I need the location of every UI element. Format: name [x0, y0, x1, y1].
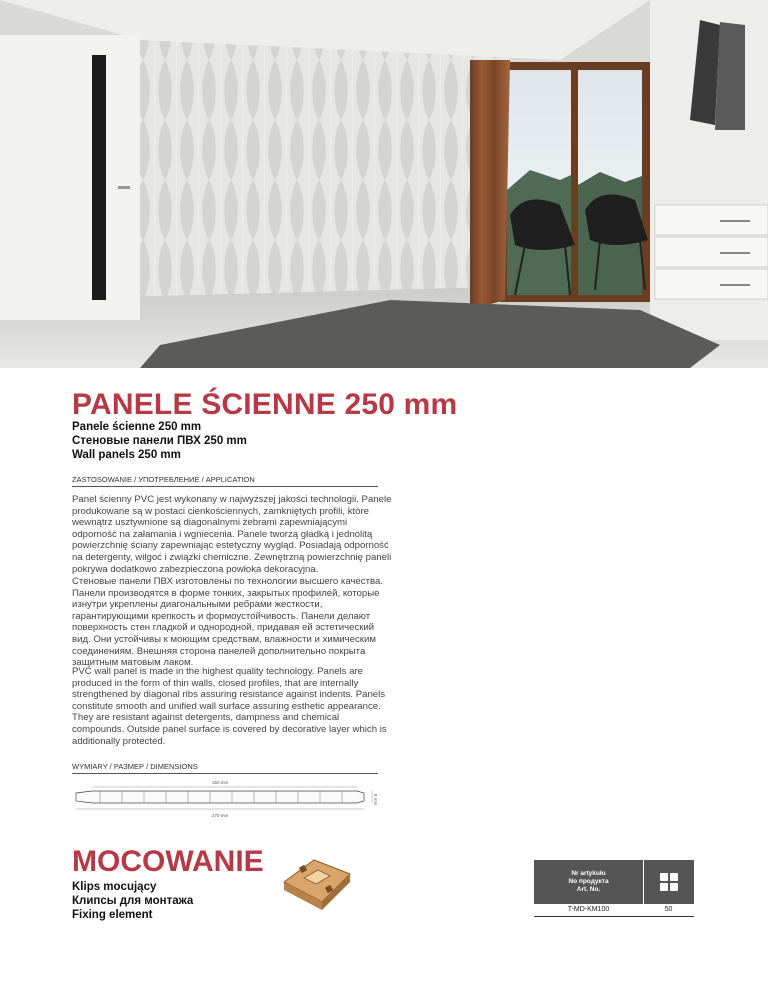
subtitle-en: Wall panels 250 mm	[72, 449, 181, 461]
dimensions-divider	[72, 773, 378, 774]
mounting-subtitles	[72, 880, 193, 922]
header-line-pl: Nr artykułu	[571, 870, 606, 877]
application-text-pl: Panel ścienny PVC jest wykonany w najwyższej jakości technologii. Panele produkowane są w postaci cienkościennych, zamkniętych profili, które wewnątrz usztywnione są diagonalnymi żebrami zapewniającymi odporność na załamania i wgniecenia. Panele tworzą gładką i jednolitą powierzchnię ściany zapewniając estetyczny wygląd. Posiadają odporność na detergenty, wilgoć i związki chemiczne. Zewnętrzną powierzchnię paneli pokrywa dodatkowo zabezpieczona powłoka dekoracyjna.	[72, 494, 392, 575]
subtitle-ru: Стеновые панели ПВХ 250 mm	[72, 435, 247, 447]
box-grid-icon	[644, 860, 694, 904]
subtitle-pl: Panele ścienne 250 mm	[72, 421, 202, 433]
application-divider	[72, 486, 378, 487]
dimensions-label: WYMIARY / РАЗМЕР / DIMENSIONS	[72, 762, 198, 771]
application-text-ru: Стеновые панели ПВХ изготовлены по технологии высшего качества. Панели производятся в форме тонких, закрытых профилей, которые изнутри укреплены диагональными ребрами жесткости, гарантирующими крепкость и формоустойчивость. Панели делают поверхность стен гладкой и однородной, придавая ей эстетический вид. Они устойчивы к моющим средствам, влажности и химическим соединениям. Внешняя сторона панелей дополнительно покрыта защитным матовым лаком.	[72, 576, 383, 669]
mounting-subtitle-en: Fixing element	[72, 909, 153, 921]
mounting-subtitle-pl: Klips mocujący	[72, 881, 157, 893]
article-table	[534, 860, 694, 917]
product-subtitles	[72, 420, 247, 462]
application-text-en: PVC wall panel is made in the highest quality technology. Panels are produced in the form of thin walls, closed profiles, that are internally strengthened by diagonal ribs assuring resistance against indents. Panels constitute smooth and unified wall surface assuring esthetic appearance. They are resistant against detergents, dampness and chemical compounds. Outside panel surface is covered by decorative layer which is additionally protected.	[72, 666, 387, 747]
mounting-title: MOCOWANIE	[72, 845, 264, 878]
panel-cross-section-drawing	[72, 776, 382, 824]
article-number-cell: T-MD-KM100	[567, 906, 610, 913]
mounting-subtitle-ru: Клипсы для монтажа	[72, 895, 194, 907]
article-table-header	[534, 860, 694, 904]
quantity-cell: 50	[664, 906, 673, 913]
page-title: PANELE ŚCIENNE 250 mm	[72, 388, 458, 421]
table-row	[534, 904, 694, 917]
top-width-label: 250 mm	[212, 780, 229, 785]
fixing-clip-image	[274, 852, 358, 920]
header-line-en: Art. No.	[576, 886, 601, 893]
article-number-header	[534, 860, 643, 904]
bottom-width-label: 270 mm	[212, 813, 229, 818]
thickness-label: 8 mm	[373, 794, 378, 806]
header-line-ru: No продукта	[568, 878, 609, 885]
application-label: ZASTOSOWANIE / УПОТРЕБЛЕНИЕ / APPLICATION	[72, 475, 255, 484]
hero-image	[0, 0, 768, 368]
